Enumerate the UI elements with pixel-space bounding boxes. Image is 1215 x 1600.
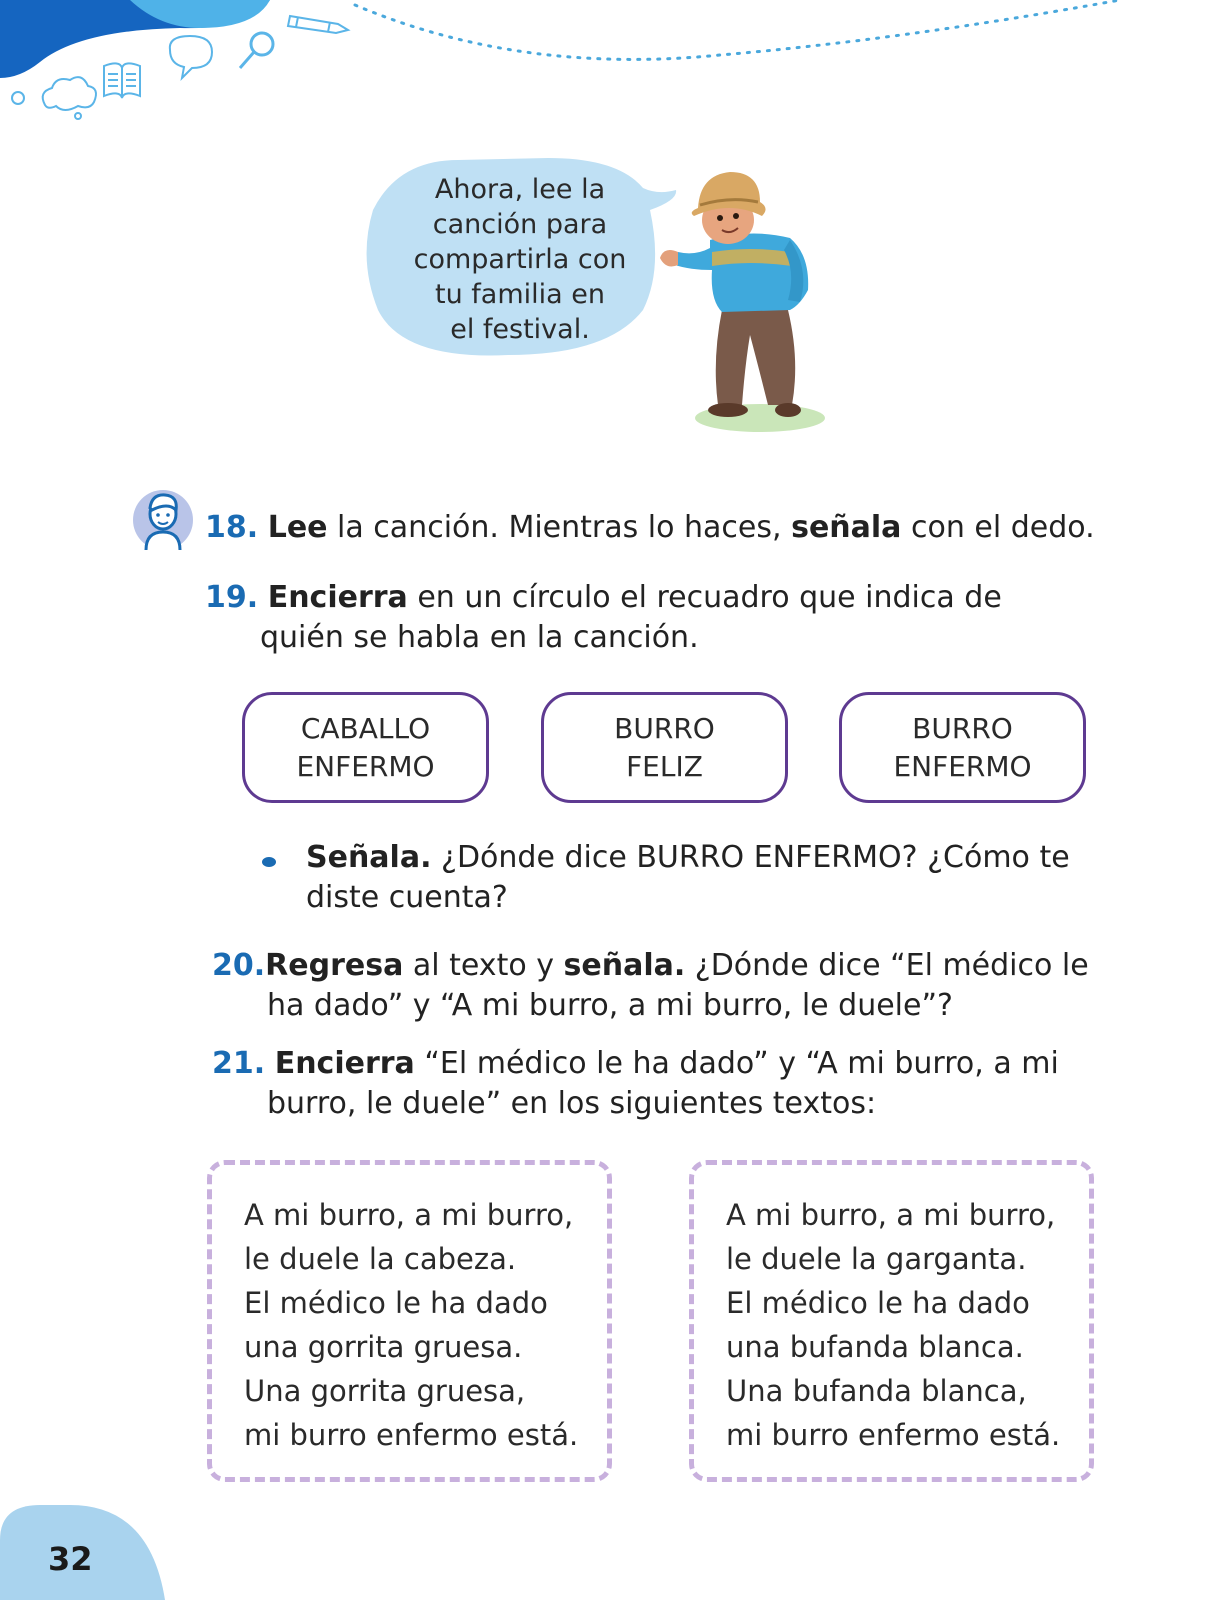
exercise-text: “El médico le ha dado” y “A mi burro, a mi bbox=[414, 1046, 1059, 1081]
exercise-verb: señala bbox=[791, 510, 902, 545]
exercise-verb: Señala. bbox=[306, 840, 432, 875]
exercise-text: en un círculo el recuadro que indica de bbox=[407, 580, 1002, 615]
poem-box-garganta bbox=[689, 1160, 1094, 1482]
book-icon bbox=[104, 63, 140, 98]
bullet-question bbox=[306, 838, 1070, 918]
exercise-number: 18. bbox=[205, 510, 259, 545]
speech-bubble-icon bbox=[170, 36, 212, 78]
cloud-icon bbox=[12, 77, 96, 119]
exercise-number: 19. bbox=[205, 580, 259, 615]
exercise-text: quién se habla en la canción. bbox=[260, 620, 699, 655]
bubble-line: Ahora, lee la bbox=[434, 174, 606, 205]
poem-line[interactable]: A mi burro, a mi burro, bbox=[244, 1198, 574, 1232]
exercise-verb: señala. bbox=[563, 948, 686, 983]
poem-line[interactable]: Una bufanda blanca, bbox=[726, 1374, 1027, 1408]
exercise-verb: Encierra bbox=[274, 1046, 415, 1081]
bubble-line: compartirla con bbox=[413, 244, 627, 275]
exercise-verb: Encierra bbox=[267, 580, 408, 615]
exercise-text: con el dedo. bbox=[901, 510, 1095, 545]
poem-line[interactable]: A mi burro, a mi burro, bbox=[726, 1198, 1056, 1232]
exercise-text: diste cuenta? bbox=[306, 880, 508, 915]
exercise-number: 20. bbox=[212, 948, 266, 983]
student-avatar-icon bbox=[132, 488, 194, 552]
exercise-text: ha dado” y “A mi burro, a mi burro, le duele”? bbox=[267, 988, 953, 1023]
pencil-icon bbox=[288, 16, 348, 33]
poem-line[interactable]: El médico le ha dado bbox=[244, 1286, 548, 1320]
poem-line[interactable]: una bufanda blanca. bbox=[726, 1330, 1024, 1364]
poem-line[interactable]: le duele la garganta. bbox=[726, 1242, 1027, 1276]
speech-bubble-text bbox=[380, 172, 660, 347]
option-caballo-enfermo[interactable] bbox=[242, 692, 489, 803]
poem-line[interactable]: le duele la cabeza. bbox=[244, 1242, 517, 1276]
option-label: ENFERMO bbox=[893, 749, 1032, 783]
option-label: BURRO bbox=[614, 711, 715, 745]
bubble-line: tu familia en bbox=[435, 279, 605, 310]
exercise-text: al texto y bbox=[403, 948, 564, 983]
poem-line[interactable]: Una gorrita gruesa, bbox=[244, 1374, 526, 1408]
child-character-illustration bbox=[650, 160, 850, 450]
bubble-line: canción para bbox=[432, 209, 608, 240]
exercise-19 bbox=[205, 578, 1002, 658]
poem-line[interactable]: El médico le ha dado bbox=[726, 1286, 1030, 1320]
option-label: FELIZ bbox=[626, 749, 703, 783]
option-burro-feliz[interactable] bbox=[541, 692, 788, 803]
poem-line[interactable]: mi burro enfermo está. bbox=[726, 1418, 1061, 1452]
exercise-18 bbox=[205, 508, 1095, 548]
exercise-21 bbox=[212, 1044, 1059, 1124]
poem-box-cabeza bbox=[207, 1160, 612, 1482]
exercise-text: la canción. Mientras lo haces, bbox=[327, 510, 792, 545]
exercise-text: ¿Dónde dice BURRO ENFERMO? ¿Cómo te bbox=[431, 840, 1070, 875]
bullet-dot bbox=[262, 857, 276, 867]
option-burro-enfermo[interactable] bbox=[839, 692, 1086, 803]
exercise-20 bbox=[212, 946, 1089, 1026]
magnifier-icon bbox=[240, 33, 273, 68]
option-label: CABALLO bbox=[300, 711, 431, 745]
page-number: 32 bbox=[48, 1540, 93, 1578]
option-label: ENFERMO bbox=[296, 749, 435, 783]
exercise-number: 21. bbox=[212, 1046, 266, 1081]
bubble-line: el festival. bbox=[450, 314, 590, 345]
header-decoration bbox=[0, 0, 1215, 130]
option-label: BURRO bbox=[912, 711, 1013, 745]
exercise-verb: Lee bbox=[267, 510, 328, 545]
poem-line[interactable]: mi burro enfermo está. bbox=[244, 1418, 579, 1452]
exercise-text: burro, le duele” en los siguientes textos: bbox=[267, 1086, 877, 1121]
exercise-text: ¿Dónde dice “El médico le bbox=[685, 948, 1089, 983]
exercise-verb: Regresa bbox=[265, 948, 404, 983]
poem-line[interactable]: una gorrita gruesa. bbox=[244, 1330, 523, 1364]
